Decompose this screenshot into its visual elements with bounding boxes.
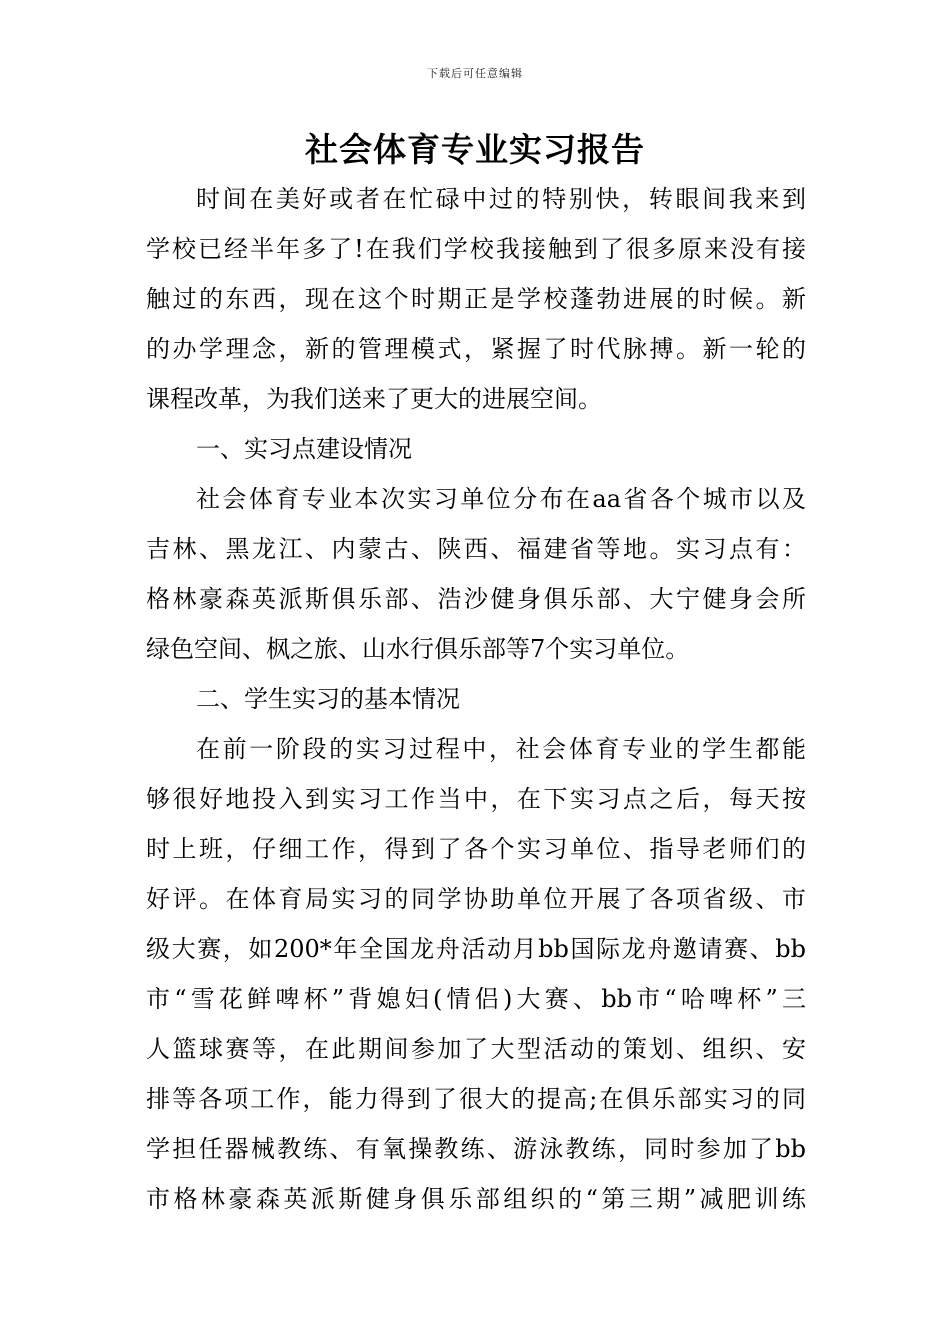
paragraph-line: 时上班，仔细工作，得到了各个实习单位、指导老师们的 bbox=[146, 835, 806, 863]
paragraph-line: 排等各项工作，能力得到了很大的提高;在俱乐部实习的同 bbox=[146, 1085, 806, 1113]
section-heading: 二、学生实习的基本情况 bbox=[196, 685, 460, 713]
header-note: 下载后可任意编辑 bbox=[427, 67, 523, 80]
paragraph-line: 级大赛，如200*年全国龙舟活动月bb国际龙舟邀请赛、bb bbox=[146, 935, 806, 963]
paragraph-line: 的办学理念，新的管理模式，紧握了时代脉搏。新一轮的 bbox=[146, 335, 806, 363]
paragraph-line: 在前一阶段的实习过程中，社会体育专业的学生都能 bbox=[196, 735, 806, 763]
paragraph-line: 学担任器械教练、有氧操教练、游泳教练，同时参加了bb bbox=[146, 1135, 806, 1163]
paragraph-line: 够很好地投入到实习工作当中，在下实习点之后，每天按 bbox=[146, 785, 806, 813]
paragraph-line: 格林豪森英派斯俱乐部、浩沙健身俱乐部、大宁健身会所 bbox=[146, 585, 806, 613]
section-heading: 一、实习点建设情况 bbox=[196, 435, 412, 463]
document-body bbox=[146, 174, 806, 1224]
paragraph-line: 人篮球赛等，在此期间参加了大型活动的策划、组织、安 bbox=[146, 1035, 806, 1063]
paragraph-line: 课程改革，为我们送来了更大的进展空间。 bbox=[146, 385, 602, 413]
paragraph-line: 社会体育专业本次实习单位分布在aa省各个城市以及 bbox=[196, 485, 806, 513]
paragraph-line: 好评。在体育局实习的同学协助单位开展了各项省级、市 bbox=[146, 885, 806, 913]
paragraph-line: 市格林豪森英派斯健身俱乐部组织的“第三期”减肥训练 bbox=[146, 1185, 806, 1213]
paragraph-line: 吉林、黑龙江、内蒙古、陕西、福建省等地。实习点有： bbox=[146, 535, 806, 563]
paragraph-line: 绿色空间、枫之旅、山水行俱乐部等7个实习单位。 bbox=[146, 635, 690, 663]
paragraph-line: 市“雪花鲜啤杯”背媳妇(情侣)大赛、bb市“哈啤杯”三 bbox=[146, 985, 806, 1013]
paragraph-line: 触过的东西，现在这个时期正是学校蓬勃进展的时候。新 bbox=[146, 285, 806, 313]
document-title: 社会体育专业实习报告 bbox=[305, 130, 645, 169]
paragraph-line: 时间在美好或者在忙碌中过的特别快，转眼间我来到 bbox=[196, 185, 806, 213]
paragraph-line: 学校已经半年多了!在我们学校我接触到了很多原来没有接 bbox=[146, 235, 806, 263]
